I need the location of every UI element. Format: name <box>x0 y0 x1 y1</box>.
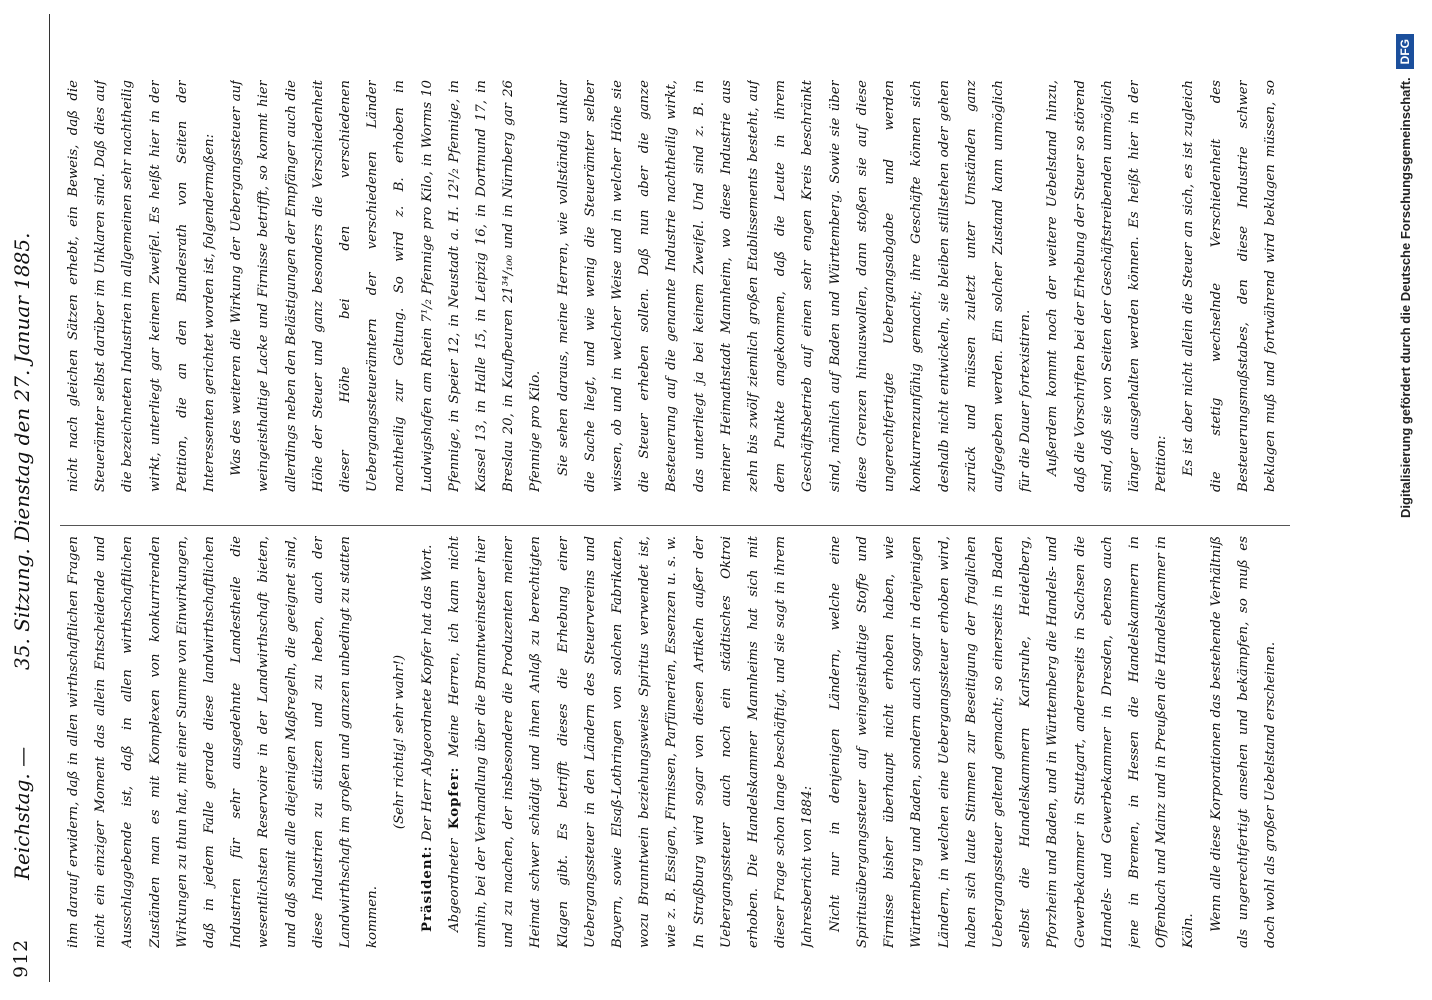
speaker-label: Kopfer: <box>446 766 462 830</box>
paragraph: Wenn alle diese Korporationen das bestehende Verhältniß als ungerechtfertigt ansehen und bekämpfen, so muß es doch wohl als großer Uebelstand erscheinen. <box>1208 536 1278 948</box>
page-header <box>0 0 56 1000</box>
header-rule <box>49 14 50 982</box>
paragraph <box>441 536 822 948</box>
paragraph: Sie sehen daraus, meine Herren, wie vollständig unklar die Sache liegt, und wie wenig die Steuerämter selber wissen, ob und in welcher Weise und in welcher Höhe sie die Steuer erheben sollen. Daß nun aber die ganze Besteuerung auf die genannte Industrie nachtheilig wirkt, das unterliegt ja bei keinem Zweifel. Und sind z. B. in meiner Heimathstadt Mannheim, wo diese Industrie aus zehn bis zwölf ziemlich großen Etablissements besteht, auf dem Punkte angekommen, daß die Leute in ihrem Geschäftsbetrieb auf einen sehr engen Kreis beschränkt sind, nämlich auf Baden und Württemberg. Sowie sie über diese Grenzen hinauswollen, dann stoßen sie auf diese ungerechtfertigte Uebergangsabgabe und werden konkurrenzunfähig gemacht; ihre Geschäfte können sich deshalb nicht entwickeln, sie bleiben stillstehen oder gehen zurück und müssen zuletzt unter Umständen ganz aufgegeben werden. Ein solcher Zustand kann unmöglich für die Dauer fortexistiren. <box>555 80 1034 492</box>
speaker-intro: Abgeordneter <box>446 838 462 933</box>
paragraph: nicht nach gleichen Sätzen erhebt, ein Beweis, daß die Steuerämter selbst darüber im Unklaren sind. Daß dies auf die bezeichneten Industrien im allgemeinen sehr nachtheilig wirkt, unterliegt gar keinem Zweifel. Es heißt hier in der Petition, die an den Bundesrath von Seiten der Interessenten gerichtet worden ist, folgendermaßen: <box>66 80 218 492</box>
header-publication: Reichstag. — <box>10 746 34 880</box>
paragraph-text: Der Herr Abgeordnete Kopfer hat das Wort. <box>419 544 435 842</box>
paragraph <box>1284 536 1290 948</box>
paragraph: Nicht nur in denjenigen Ländern, welche eine Spiritusübergangssteuer auf weingeisthaltige Stoffe und Firnisse bisher überhaupt nicht erhoben haben, wie Württemberg und Baden, sondern auch sogar in denjenigen Ländern, in welchen eine Uebergangssteuer erhoben wird, haben sich laute Stimmen zur Beseitigung der fraglichen Uebergangssteuer geltend gemacht; so einerseits in Baden selbst die Handelskammern Karlsruhe, Heidelberg, Pforzheim und Baden, und in Württemberg die Handels- und Gewerbekammer in Stuttgart, andererseits in Sachsen die Handels- und Gewerbekammer in Dresden, ebenso auch jene in Bremen, in Hessen die Handelskammern in Offenbach und Mainz und in Preußen die Handelskammer in Köln. <box>827 536 1197 948</box>
paragraph: ihm darauf erwidern, daß in allen wirthschaftlichen Fragen nicht ein einziger Moment das allein Entscheidende und Ausschlaggebende ist, daß in allen wirthschaftlichen Zuständen man es mit Komplexen von konkurrirenden Wirkungen zu thun hat, mit einer Summe von Einwirkungen, daß in jedem Falle gerade diese landwirthschaftlichen Industrien für sehr ausgedehnte Landestheile die wesentlichsten Reservoire in der Landwirthschaft bieten, und daß somit alle diejenigen Maßregeln, die geeignet sind, diese Industrien zu stützen und zu heben, auch der Landwirthschaft im großen und ganzen unbedingt zu statten kommen. <box>66 536 381 948</box>
digitization-credit <box>1392 34 1418 964</box>
paragraph <box>414 536 441 948</box>
quoted-paragraph: Es ist aber nicht allein die Steuer an sich, es ist zugleich die stetig wechselnde Verschiedenheit des Besteuerungsmaßstabes, den diese Industrie schwer beklagen muß und fortwährend wird beklagen müssen, so <box>1181 80 1278 492</box>
dfg-logo: DFG <box>1396 34 1414 69</box>
left-column <box>60 536 1290 948</box>
right-column <box>60 80 1290 492</box>
quoted-paragraph: Was des weiteren die Wirkung der Uebergangssteuer auf weingeisthaltige Lacke und Firnisse betrifft, so kommt hier allerdings neben den Belästigungen der Empfänger auch die Höhe der Steuer und ganz besonders die Verschiedenheit dieser Höhe bei den verschiedenen Uebergangssteuerämtern der verschiedenen Länder nachtheilig zur Geltung. So wird z. B. erhoben in Ludwigshafen am Rhein 7¹/₂ Pfennige pro Kilo, in Worms 10 Pfennige, in Speier 12, in Neustadt a. H. 12¹/₂ Pfennige, in Kassel 13, in Halle 15, in Leipzig 16, in Dortmund 17, in Breslau 20, in Kaufbeuren 21³⁴/₁₀₀ und in Nürnberg gar 26 Pfennige pro Kilo. <box>229 80 544 492</box>
applause-note: (Sehr richtig! sehr wahr!) <box>392 654 408 830</box>
credit-text: Digitalisierung gefördert durch die Deutsche Forschungsgemeinschaft. <box>1397 77 1413 518</box>
paragraph: Außerdem kommt noch der weitere Uebelstand hinzu, daß die Vorschriften bei der Erhebung der Steuer so störend sind, daß sie von Seiten der Geschäftstreibenden unmöglich länger ausgehalten werden können. Es heißt hier in der Petition: <box>1045 80 1170 492</box>
page-number: 912 <box>10 938 32 978</box>
presiding-label: Präsident: <box>419 845 435 933</box>
paragraph-text: Meine Herren, ich kann nicht umhin, bei der Verhandlung über die Branntweinsteuer hier und zu machen, der insbesondere die Produzenten meiner Heimat schwer schädigt und ihnen Anlaß zu berechtigten Klagen gibt. Es betrifft dieses die Erhebung einer Uebergangssteuer in den Ländern des Steuervereins und Bayern, sowie Elsaß-Lothringen von solchen Fabrikaten, wozu Branntwein beziehungsweise Spiritus verwendet ist, wie z. B. Essigen, Firnissen, Parfümerien, Essenzen u. s. w. In Straßburg wird sogar von diesen Artikeln außer der Uebergangssteuer auch noch ein städtisches Oktroi erhoben. Die Handelskammer Mannheims hat sich mit dieser Frage schon lange beschäftigt, und sie sagt in ihrem Jahresbericht von 1884: <box>446 536 816 948</box>
header-session-date: 35. Sitzung. Dienstag den 27. Januar 1885. <box>10 232 34 670</box>
column-divider <box>60 525 1290 526</box>
